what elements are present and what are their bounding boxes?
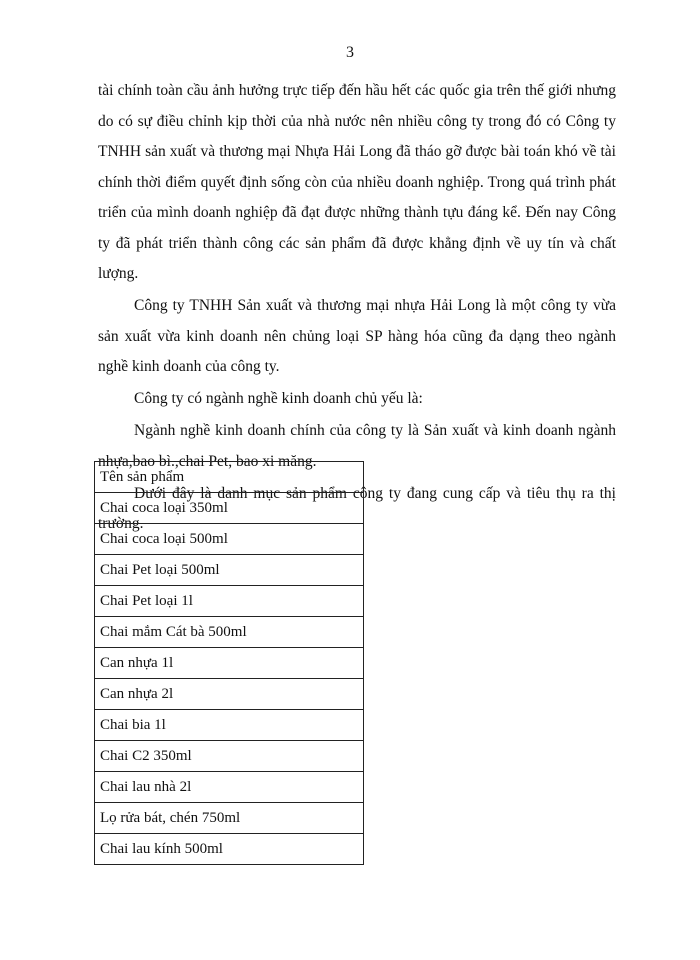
paragraph-main-business: Ngành nghề kinh doanh chính của công ty là Sản xuất và kinh doanh ngành nhựa,bao bì.,chai Pet, bao xi măng. bbox=[98, 422, 616, 470]
product-name-cell: Chai coca loại 350ml bbox=[95, 493, 364, 524]
table-row bbox=[95, 772, 364, 803]
table-row bbox=[95, 493, 364, 524]
table-row bbox=[95, 617, 364, 648]
table-row bbox=[95, 741, 364, 772]
product-name-cell: Chai C2 350ml bbox=[95, 741, 364, 772]
product-name-cell: Chai lau kính 500ml bbox=[95, 834, 364, 865]
paragraph-business-lines-heading: Công ty có ngành nghề kinh doanh chủ yếu là: bbox=[134, 390, 423, 407]
product-name-cell: Chai mắm Cát bà 500ml bbox=[95, 617, 364, 648]
product-table bbox=[94, 461, 364, 865]
page-number: 3 bbox=[346, 44, 354, 61]
product-name-cell: Chai lau nhà 2l bbox=[95, 772, 364, 803]
table-row bbox=[95, 803, 364, 834]
paragraph-intro-continued: tài chính toàn cầu ảnh hưởng trực tiếp đến hầu hết các quốc gia trên thế giới nhưng do có sự điều chỉnh kịp thời của nhà nước nên nhiều công ty trong đó có Công ty TNHH sản xuất và thương mại Nhựa Hải Long đã tháo gỡ được bài toán khó về tài chính thời điểm quyết định sống còn của nhiều doanh nghiệp. Trong quá trình phát triển của mình doanh nghiệp đã đạt được những thành tựu đáng kể. Đến nay Công ty đã phát triển thành công các sản phẩm đã được khẳng định về uy tín và chất lượng. bbox=[98, 82, 616, 282]
product-name-cell: Chai coca loại 500ml bbox=[95, 524, 364, 555]
table-row bbox=[95, 834, 364, 865]
table-row bbox=[95, 555, 364, 586]
paragraph-company-overview: Công ty TNHH Sản xuất và thương mại nhựa Hải Long là một công ty vừa sản xuất vừa kinh doanh nên chủng loại SP hàng hóa cũng đa dạng theo ngành nghề kinh doanh của công ty. bbox=[98, 297, 616, 375]
table-row bbox=[95, 648, 364, 679]
table-header-cell: Tên sản phẩm bbox=[95, 462, 364, 493]
table-row bbox=[95, 679, 364, 710]
product-name-cell: Can nhựa 2l bbox=[95, 679, 364, 710]
product-name-cell: Lọ rửa bát, chén 750ml bbox=[95, 803, 364, 834]
product-name-cell: Chai Pet loại 1l bbox=[95, 586, 364, 617]
table-row bbox=[95, 586, 364, 617]
table-row bbox=[95, 710, 364, 741]
table-row bbox=[95, 524, 364, 555]
product-name-cell: Can nhựa 1l bbox=[95, 648, 364, 679]
paragraph-product-list-intro: Dưới đây là danh mục sản phẩm công ty đang cung cấp và tiêu thụ ra thị trường. bbox=[98, 484, 616, 532]
product-name-cell: Chai Pet loại 500ml bbox=[95, 555, 364, 586]
product-name-cell: Chai bia 1l bbox=[95, 710, 364, 741]
table-header-row bbox=[95, 462, 364, 493]
